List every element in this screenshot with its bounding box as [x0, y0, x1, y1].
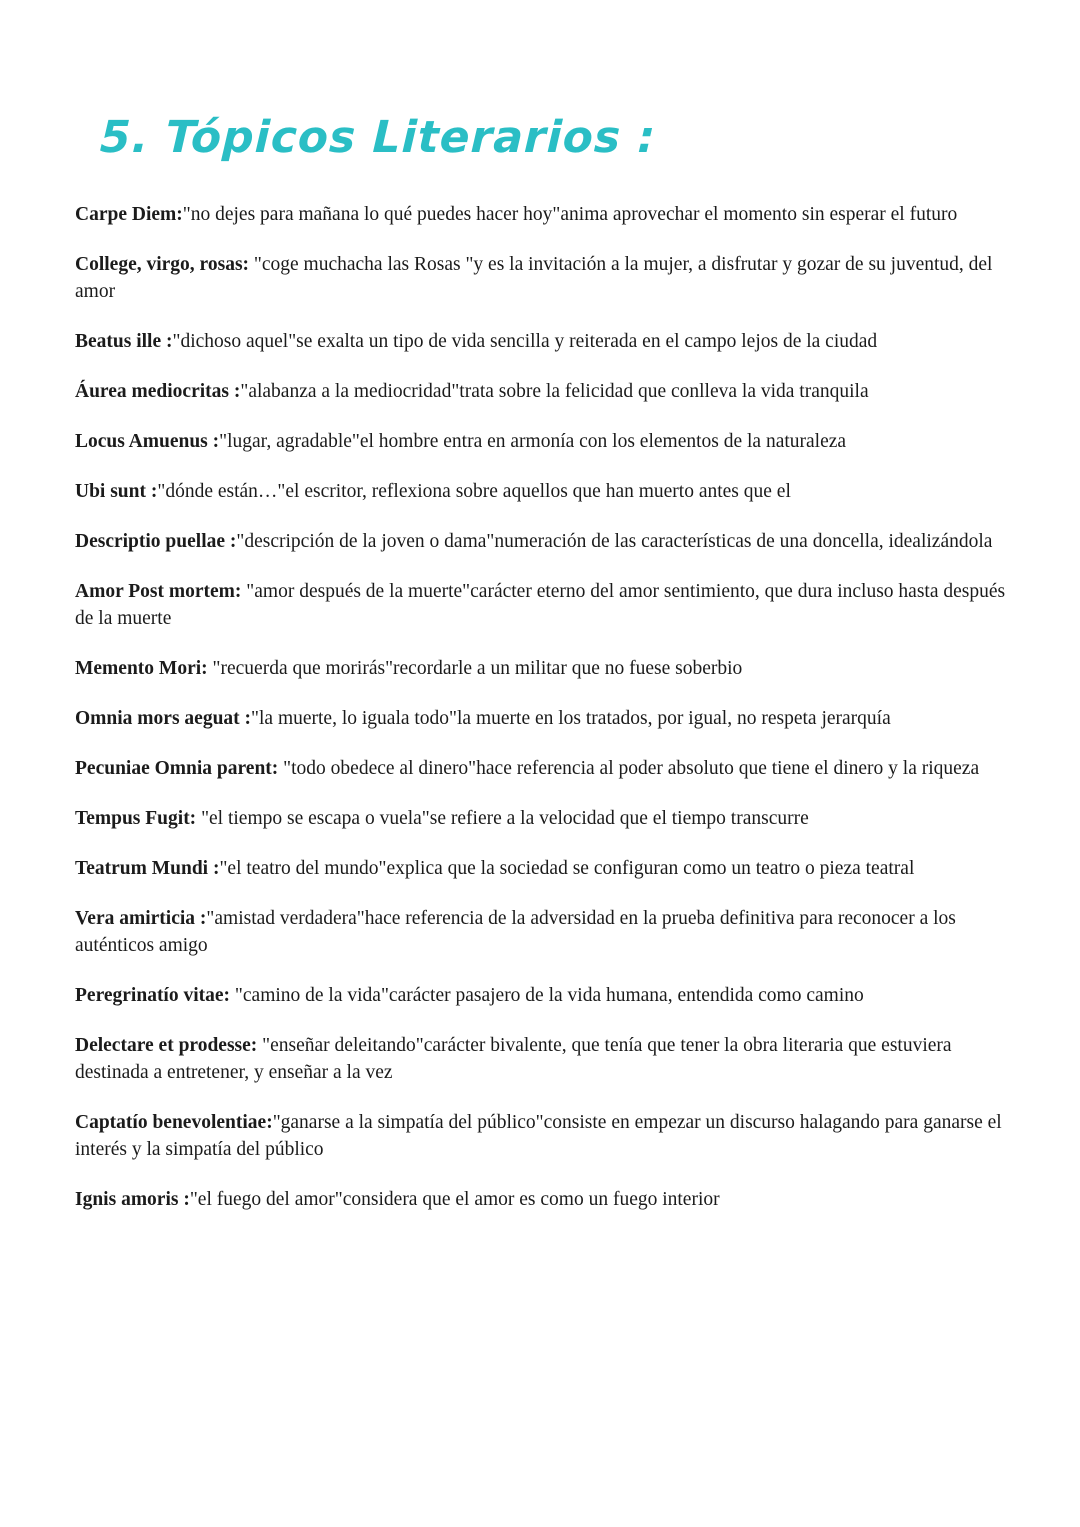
topic-definition: "coge muchacha las Rosas "y es la invitación a la mujer, a disfrutar y gozar de su juventud, del amor: [75, 253, 998, 302]
topic-entry: [75, 201, 1016, 228]
topic-term: Omnia mors aeguat :: [75, 707, 252, 729]
topic-term: College, virgo, rosas:: [75, 253, 250, 275]
topic-definition: "no dejes para mañana lo qué puedes hacer hoy"anima aprovechar el momento sin esperar el futuro: [182, 203, 958, 225]
topic-term: Carpe Diem:: [75, 203, 183, 225]
topic-term: Locus Amuenus :: [75, 430, 220, 452]
topic-definition: "amor después de la muerte"carácter eterno del amor sentimiento, que dura incluso hasta después de la muerte: [75, 580, 1010, 629]
topic-term: Descriptio puellae :: [75, 530, 237, 552]
topic-term: Memento Mori:: [75, 657, 208, 679]
topic-definition: "dichoso aquel"se exalta un tipo de vida sencilla y reiterada en el campo lejos de la ciudad: [172, 330, 878, 352]
topic-term: Amor Post mortem:: [75, 580, 242, 602]
topics-list: [75, 201, 1016, 1213]
topic-term: Ignis amoris :: [75, 1188, 190, 1210]
topic-entry: [75, 1109, 1016, 1163]
topic-definition: "alabanza a la mediocridad"trata sobre la felicidad que conlleva la vida tranquila: [240, 380, 869, 402]
topic-definition: "camino de la vida"carácter pasajero de la vida humana, entendida como camino: [230, 984, 864, 1006]
topic-entry: [75, 755, 1016, 782]
topic-entry: [75, 578, 1016, 632]
topic-entry: [75, 1186, 1016, 1213]
topic-term: Captatío benevolentiae:: [75, 1111, 273, 1133]
topic-definition: "amistad verdadera"hace referencia de la adversidad en la prueba definitiva para reconocer a los auténticos amigo: [75, 907, 961, 956]
topic-term: Delectare et prodesse:: [75, 1034, 258, 1056]
topic-entry: [75, 328, 1016, 355]
topic-entry: [75, 428, 1016, 455]
topic-definition: "el fuego del amor"considera que el amor es como un fuego interior: [189, 1188, 720, 1210]
topic-definition: "la muerte, lo iguala todo"la muerte en los tratados, por igual, no respeta jerarquía: [251, 707, 891, 729]
topic-entry: [75, 655, 1016, 682]
topic-entry: [75, 528, 1016, 555]
topic-entry: [75, 805, 1016, 832]
topic-term: Teatrum Mundi :: [75, 857, 220, 879]
topic-definition: "descripción de la joven o dama"numeración de las características de una doncella, idealizándola: [236, 530, 993, 552]
topic-entry: [75, 855, 1016, 882]
topic-definition: "dónde están…"el escritor, reflexiona sobre aquellos que han muerto antes que el: [157, 480, 791, 502]
topic-definition: "recuerda que morirás"recordarle a un militar que no fuese soberbio: [207, 657, 743, 679]
topic-definition: "lugar, agradable"el hombre entra en armonía con los elementos de la naturaleza: [219, 430, 847, 452]
topic-definition: "ganarse a la simpatía del público"consiste en empezar un discurso halagando para ganarse el interés y la simpatía del público: [75, 1111, 1007, 1160]
topic-definition: "enseñar deleitando"carácter bivalente, que tenía que tener la obra literaria que estuviera destinada a entretener, y enseñar a la vez: [75, 1034, 957, 1083]
topic-term: Peregrinatío vitae:: [75, 984, 231, 1006]
topic-entry: [75, 251, 1016, 305]
topic-term: Beatus ille :: [75, 330, 173, 352]
page-title: 5. Tópicos Literarios :: [99, 112, 658, 163]
topic-term: Áurea mediocritas :: [75, 380, 241, 402]
topic-entry: [75, 478, 1016, 505]
topic-term: Tempus Fugit:: [75, 807, 197, 829]
topic-term: Ubi sunt :: [75, 480, 158, 502]
topic-entry: [75, 705, 1016, 732]
topic-term: Pecuniae Omnia parent:: [75, 757, 279, 779]
topic-definition: "el tiempo se escapa o vuela"se refiere a la velocidad que el tiempo transcurre: [196, 807, 809, 829]
topic-term: Vera amirticia :: [75, 907, 207, 929]
topic-definition: "el teatro del mundo"explica que la sociedad se configuran como un teatro o pieza teatral: [219, 857, 915, 879]
topic-definition: "todo obedece al dinero"hace referencia al poder absoluto que tiene el dinero y la riqueza: [278, 757, 980, 779]
topic-entry: [75, 378, 1016, 405]
topic-entry: [75, 905, 1016, 959]
topic-entry: [75, 1032, 1016, 1086]
topic-entry: [75, 982, 1016, 1009]
